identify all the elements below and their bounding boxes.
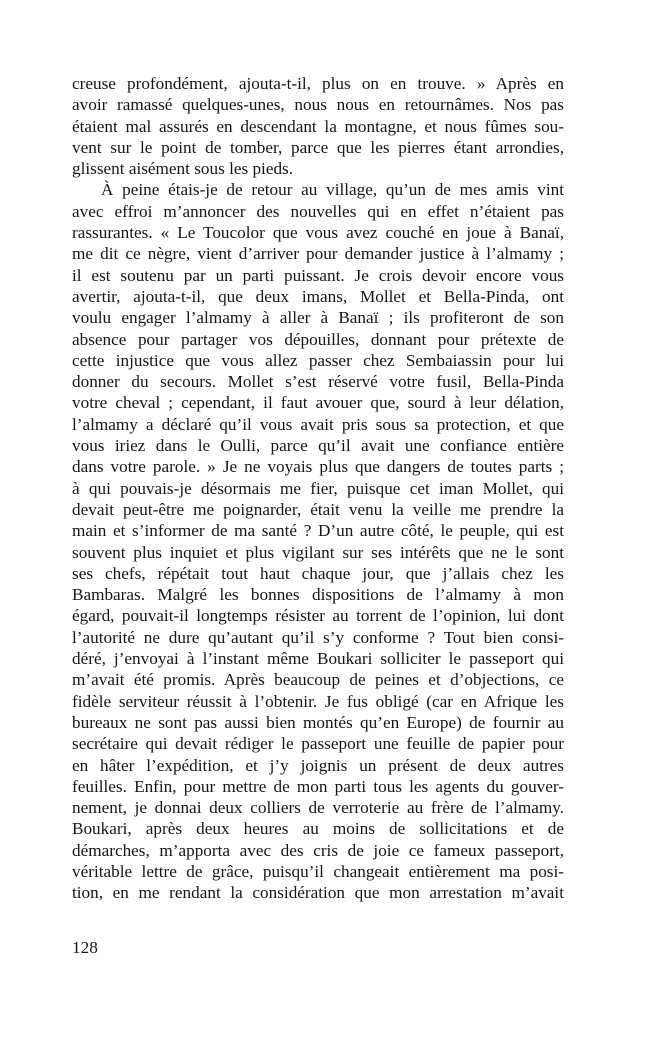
text-line: secrétaire qui devait rédiger le passeport une feuille de papier pour — [72, 734, 564, 754]
text-line: donner du secours. Mollet s’est réservé votre fusil, Bella-Pinda — [72, 372, 564, 392]
text-line: rassurantes. « Le Toucolor que vous avez couché en joue à Banaï, — [72, 223, 564, 243]
text-line: me dit ce nègre, vient d’arriver pour demander justice à l’almamy ; — [72, 244, 564, 264]
text-line: bureaux ne sont pas aussi bien montés qu’en Europe) de fournir au — [72, 712, 564, 732]
text-line: tion, en me rendant la considération que mon arrestation m’avait — [72, 883, 564, 903]
text-line: feuilles. Enfin, pour mettre de mon parti tous les agents du gouver- — [72, 776, 564, 796]
text-line: voulu engager l’almamy à aller à Banaï ; ils profiteront de son — [72, 308, 564, 328]
text-line: avertir, ajouta-t-il, que deux imans, Mollet et Bella-Pinda, ont — [72, 286, 564, 306]
text-line: fidèle serviteur réussit à l’obtenir. Je fus obligé (car en Afrique les — [72, 691, 564, 711]
text-line: creuse profondément, ajouta-t-il, plus on en trouve. » Après en — [72, 74, 564, 93]
text-line: Bambaras. Malgré les bonnes dispositions de l’almamy à mon — [72, 585, 564, 605]
text-line: véritable lettre de grâce, puisqu’il changeait entièrement ma posi- — [72, 861, 564, 881]
text-line: en hâter l’expédition, et j’y joignis un présent de deux autres — [72, 755, 564, 775]
text-line: déré, j’envoyai à l’instant même Boukari solliciter le passeport qui — [72, 649, 564, 669]
text-line: glissent aisément sous les pieds. — [72, 159, 294, 179]
text-line: m’avait été promis. Après beaucoup de peines et d’objections, ce — [72, 670, 564, 690]
text-line: devait peut-être me poignarder, était venu la veille me prendre la — [72, 499, 564, 519]
text-line: l’almamy a déclaré qu’il vous avait pris sous sa protection, et que — [72, 414, 564, 434]
text-line: il est soutenu par un parti puissant. Je crois devoir encore vous — [72, 265, 564, 285]
text-line: souvent plus inquiet et plus vigilant sur ses intérêts que ne le sont — [72, 542, 564, 562]
text-line: égard, pouvait-il longtemps résister au torrent de l’opinion, lui dont — [72, 606, 564, 626]
text-line: dans votre parole. » Je ne voyais plus que dangers de toutes parts ; — [72, 457, 564, 477]
page-body-text — [72, 73, 564, 904]
text-line: main et s’informer de ma santé ? D’un autre côté, le peuple, qui est — [72, 521, 564, 541]
text-line: avoir ramassé quelques-unes, nous nous en retournâmes. Nos pas — [72, 95, 564, 115]
text-line: À peine étais-je de retour au village, qu’un de mes amis vint — [101, 180, 564, 200]
text-line: cette injustice que vous allez passer chez Sembaiassin pour lui — [72, 350, 564, 370]
text-line: l’autorité ne dure qu’autant qu’il s’y conforme ? Tout bien consi- — [72, 627, 564, 647]
text-line: avec effroi m’annoncer des nouvelles qui en effet n’étaient pas — [72, 201, 564, 221]
text-line: vous iriez dans le Oulli, parce qu’il avait une confiance entière — [72, 436, 564, 456]
text-line: démarches, m’apporta avec des cris de joie ce fameux passeport, — [72, 840, 564, 860]
text-line: absence pour partager vos dépouilles, donnant pour prétexte de — [72, 329, 564, 349]
text-line: nement, je donnai deux colliers de verroterie au frère de l’almamy. — [72, 798, 564, 818]
text-line: à qui pouvais-je désormais me fier, puisque cet iman Mollet, qui — [72, 478, 564, 498]
text-line: Boukari, après deux heures au moins de sollicitations et de — [72, 819, 564, 839]
text-line: étaient mal assurés en descendant la montagne, et nous fûmes sou- — [72, 116, 564, 136]
page-number: 128 — [72, 938, 98, 957]
text-line: vent sur le point de tomber, parce que les pierres étant arrondies, — [72, 137, 564, 157]
text-line: votre cheval ; cependant, il faut avouer que, sourd à leur délation, — [72, 393, 564, 413]
text-line: ses chefs, répétait tout haut chaque jour, que j’allais chez les — [72, 563, 564, 583]
